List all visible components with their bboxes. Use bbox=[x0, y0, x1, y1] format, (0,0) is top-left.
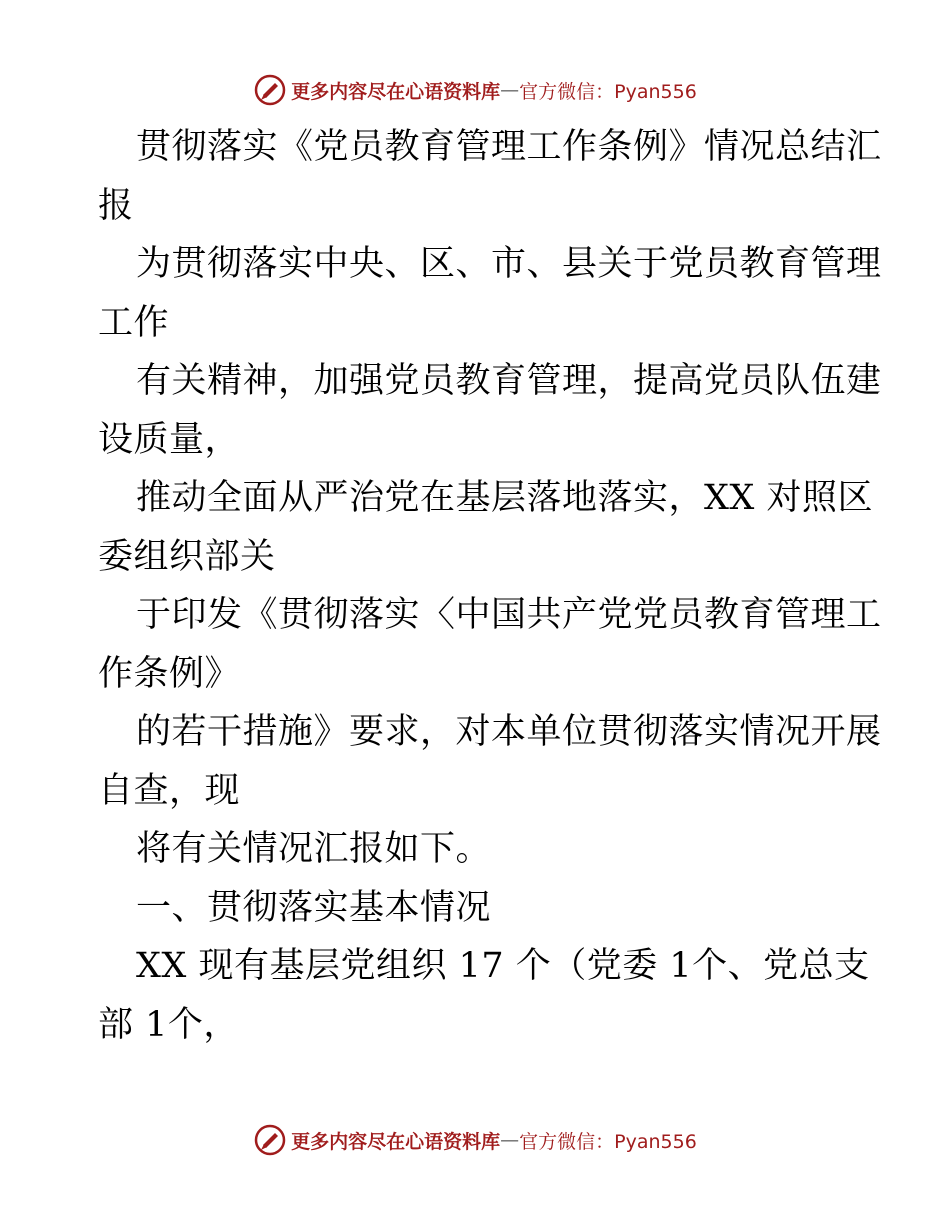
header-banner bbox=[0, 72, 950, 108]
text-line: 委组织部关 bbox=[98, 536, 276, 577]
text-line: 的若干措施》要求，对本单位贯彻落实情况开展 bbox=[136, 712, 882, 752]
footer-banner bbox=[0, 1122, 950, 1158]
text-line: 一、贯彻落实基本情况 bbox=[136, 887, 492, 928]
text-line: XX 现有基层党组织 17 个（党委 1个、党总支 bbox=[136, 946, 870, 986]
text-line: 部 1个， bbox=[98, 1004, 239, 1045]
text-line: 自查，现 bbox=[98, 770, 241, 811]
banner-title: 更多内容尽在心语资料库 bbox=[291, 1130, 501, 1153]
logo-icon bbox=[253, 73, 287, 107]
text-line: 作条例》 bbox=[98, 653, 241, 694]
text-line: 将有关情况汇报如下。 bbox=[136, 829, 492, 869]
banner-contact: 官方微信：Pyan556 bbox=[519, 1130, 697, 1153]
text-line: 贯彻落实《党员教育管理工作条例》情况总结汇 bbox=[136, 127, 882, 167]
banner-contact: 官方微信：Pyan556 bbox=[519, 80, 697, 103]
text-line: 为贯彻落实中央、区、市、县关于党员教育管理 bbox=[136, 244, 882, 284]
banner-title: 更多内容尽在心语资料库 bbox=[291, 80, 501, 103]
text-line: 推动全面从严治党在基层落地落实，XX 对照区 bbox=[136, 478, 873, 518]
logo-icon bbox=[253, 1123, 287, 1157]
text-line: 工作 bbox=[98, 302, 170, 343]
document-body bbox=[98, 118, 882, 1054]
text-line: 于印发《贯彻落实〈中国共产党党员教育管理工 bbox=[136, 595, 882, 635]
text-line: 报 bbox=[98, 185, 134, 226]
banner-separator: — bbox=[500, 79, 520, 101]
text-line: 设质量， bbox=[98, 419, 241, 460]
banner-separator: — bbox=[500, 1129, 520, 1151]
text-line: 有关精神，加强党员教育管理，提高党员队伍建 bbox=[136, 361, 882, 401]
